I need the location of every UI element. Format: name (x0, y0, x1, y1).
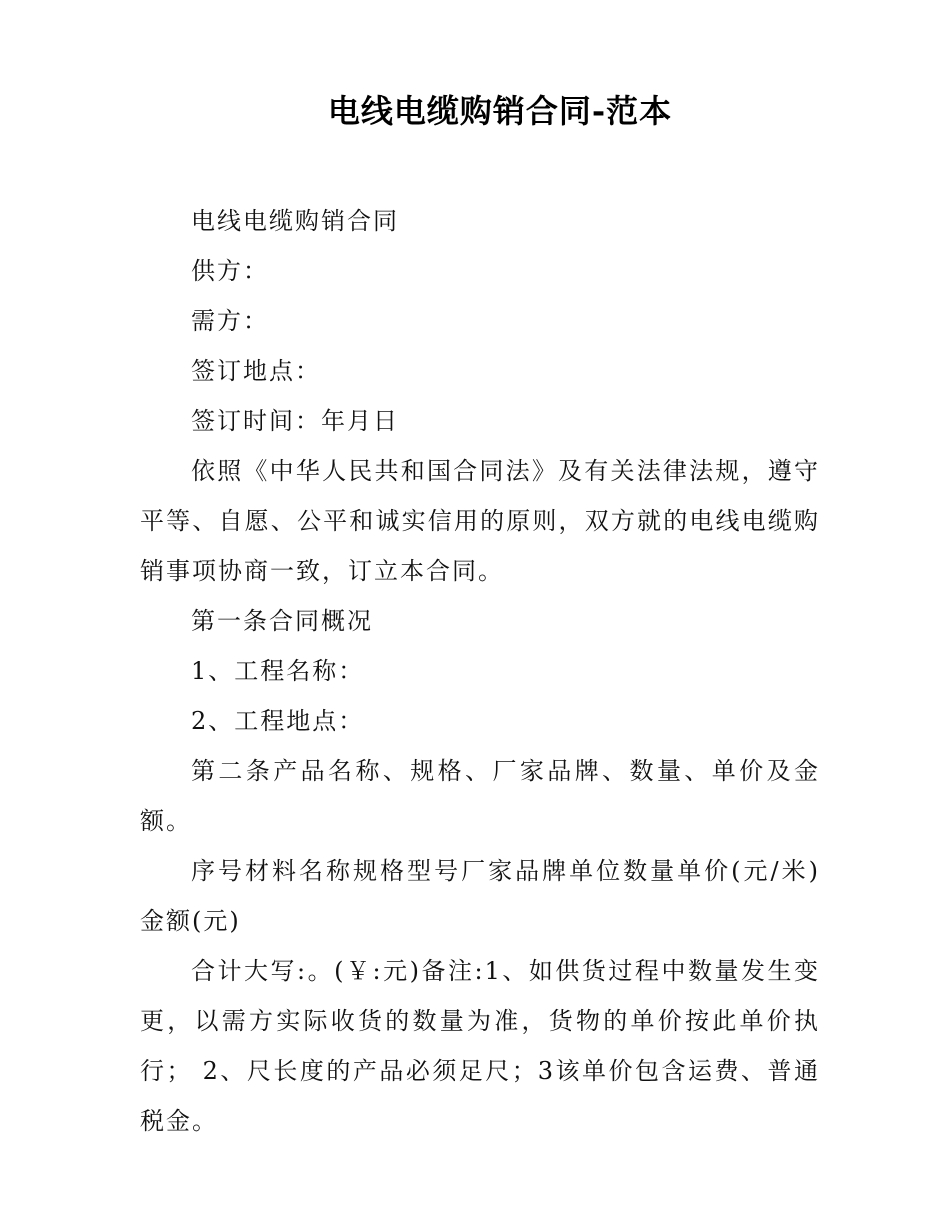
project-name-line: 1、工程名称： (191, 657, 365, 685)
document-title: 电线电缆购销合同-范本 (327, 92, 673, 130)
total-and-notes-paragraph: 合计大写:。(￥:元)备注:1、如供货过程中数量发生变更，以需方实际收货的数量为准，货物的单价按此单价执行； 2、尺长度的产品必须足尺；3该单价包含运费、普通税金。 (140, 957, 820, 1135)
buyer-line: 需方： (191, 307, 269, 335)
supplier-line: 供方： (191, 257, 269, 285)
contract-heading: 电线电缆购销合同 (191, 207, 399, 235)
document-body (140, 196, 820, 1146)
project-location-line: 2、工程地点： (191, 707, 365, 735)
article-two-heading: 第二条产品名称、规格、厂家品牌、数量、单价及金额。 (140, 757, 820, 835)
signing-place-line: 签订地点： (191, 357, 321, 385)
article-one-heading: 第一条合同概况 (191, 607, 373, 635)
preamble-paragraph: 依照《中华人民共和国合同法》及有关法律法规，遵守平等、自愿、公平和诚实信用的原则，双方就的电线电缆购销事项协商一致，订立本合同。 (140, 457, 820, 585)
table-header-line: 序号材料名称规格型号厂家品牌单位数量单价(元/米)金额(元) (140, 857, 820, 935)
signing-date-line: 签订时间：年月日 (191, 407, 399, 435)
